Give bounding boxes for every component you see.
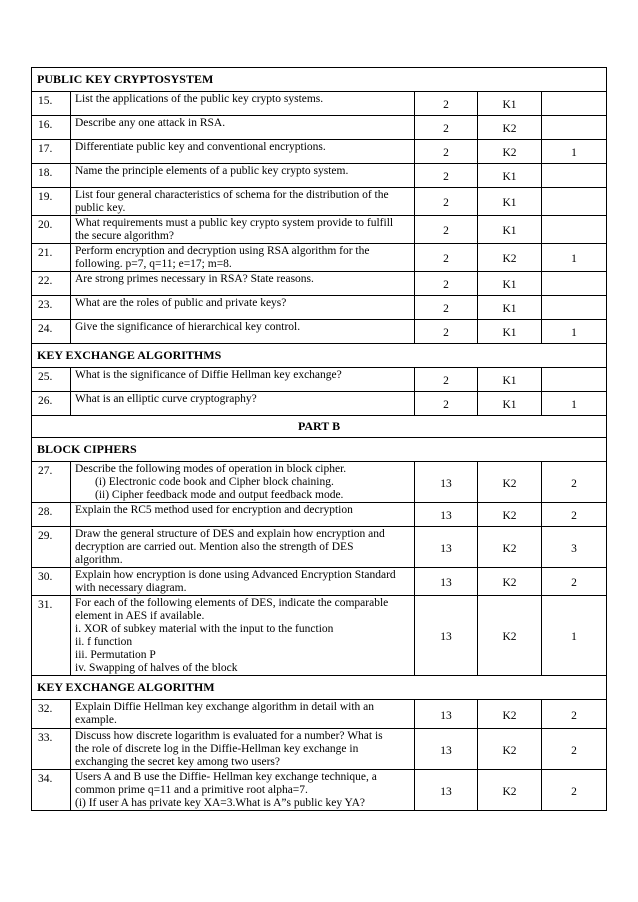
- table-row: [32, 216, 607, 244]
- part-heading: PART B: [32, 416, 607, 438]
- course-outcome-cell: [542, 272, 607, 296]
- question-line: What requirements must a public key crypto system provide to fulfill: [75, 217, 394, 229]
- marks-cell: 13: [415, 700, 478, 729]
- knowledge-level-cell: K2: [478, 527, 542, 568]
- question-text: [71, 596, 415, 676]
- question-number: 25.: [32, 368, 71, 392]
- question-number: 21.: [32, 244, 71, 272]
- question-line: (i) If user A has private key XA=3.What is A”s public key YA?: [75, 797, 365, 809]
- question-table-body: [32, 68, 607, 811]
- knowledge-level-cell: K1: [478, 296, 542, 320]
- question-number: 26.: [32, 392, 71, 416]
- table-row: [32, 272, 607, 296]
- question-line: What is an elliptic curve cryptography?: [75, 393, 257, 405]
- knowledge-level-cell: K1: [478, 392, 542, 416]
- question-line: List four general characteristics of schema for the distribution of the: [75, 189, 389, 201]
- question-line: exchanging the secret key among two users?: [75, 756, 281, 768]
- course-outcome-cell: 2: [542, 729, 607, 770]
- question-text: [71, 92, 415, 116]
- course-outcome-cell: [542, 368, 607, 392]
- table-row: [32, 92, 607, 116]
- knowledge-level-cell: K1: [478, 164, 542, 188]
- knowledge-level-cell: K2: [478, 729, 542, 770]
- marks-cell: 2: [415, 164, 478, 188]
- question-text: [71, 140, 415, 164]
- section-heading: PUBLIC KEY CRYPTOSYSTEM: [32, 68, 607, 92]
- question-number: 28.: [32, 503, 71, 527]
- question-line: Are strong primes necessary in RSA? State reasons.: [75, 273, 314, 285]
- course-outcome-cell: 1: [542, 140, 607, 164]
- course-outcome-cell: [542, 296, 607, 320]
- question-line: Describe the following modes of operation in block cipher.: [75, 463, 347, 475]
- knowledge-level-cell: K1: [478, 216, 542, 244]
- knowledge-level-cell: K1: [478, 272, 542, 296]
- marks-cell: 2: [415, 296, 478, 320]
- knowledge-level-cell: K2: [478, 700, 542, 729]
- part-heading-row: [32, 416, 607, 438]
- course-outcome-cell: 2: [542, 462, 607, 503]
- table-row: [32, 729, 607, 770]
- question-line: Users A and B use the Diffie- Hellman key exchange technique, a: [75, 771, 377, 783]
- question-text: [71, 116, 415, 140]
- question-number: 31.: [32, 596, 71, 676]
- table-row: [32, 320, 607, 344]
- course-outcome-cell: 3: [542, 527, 607, 568]
- question-number: 30.: [32, 568, 71, 596]
- question-table: [31, 67, 607, 811]
- question-text: [71, 244, 415, 272]
- table-row: [32, 116, 607, 140]
- knowledge-level-cell: K2: [478, 116, 542, 140]
- marks-cell: 2: [415, 320, 478, 344]
- question-line: For each of the following elements of DES, indicate the comparable: [75, 597, 389, 609]
- marks-cell: 13: [415, 503, 478, 527]
- knowledge-level-cell: K2: [478, 770, 542, 811]
- table-row: [32, 244, 607, 272]
- marks-cell: 2: [415, 116, 478, 140]
- question-text: [71, 188, 415, 216]
- question-text: [71, 770, 415, 811]
- course-outcome-cell: [542, 116, 607, 140]
- marks-cell: 13: [415, 462, 478, 503]
- knowledge-level-cell: K2: [478, 568, 542, 596]
- question-number: 23.: [32, 296, 71, 320]
- table-row: [32, 296, 607, 320]
- knowledge-level-cell: K2: [478, 244, 542, 272]
- knowledge-level-cell: K1: [478, 92, 542, 116]
- question-text: [71, 729, 415, 770]
- question-text: [71, 462, 415, 503]
- section-heading-row: [32, 438, 607, 462]
- question-number: 18.: [32, 164, 71, 188]
- table-row: [32, 462, 607, 503]
- question-line: (ii) Cipher feedback mode and output feedback mode.: [95, 489, 344, 501]
- question-text: [71, 368, 415, 392]
- question-text: [71, 503, 415, 527]
- question-text: [71, 272, 415, 296]
- question-line: common prime q=11 and a primitive root alpha=7.: [75, 784, 308, 796]
- marks-cell: 2: [415, 140, 478, 164]
- section-heading: KEY EXCHANGE ALGORITHM: [32, 676, 607, 700]
- question-line: What are the roles of public and private keys?: [75, 297, 287, 309]
- knowledge-level-cell: K1: [478, 320, 542, 344]
- question-line: the secure algorithm?: [75, 230, 174, 242]
- marks-cell: 13: [415, 527, 478, 568]
- question-line: algorithm.: [75, 554, 123, 566]
- question-line: i. XOR of subkey material with the input to the function: [75, 623, 334, 635]
- question-number: 20.: [32, 216, 71, 244]
- table-row: [32, 503, 607, 527]
- question-number: 34.: [32, 770, 71, 811]
- knowledge-level-cell: K1: [478, 368, 542, 392]
- table-row: [32, 596, 607, 676]
- question-text: [71, 700, 415, 729]
- question-line: Give the significance of hierarchical key control.: [75, 321, 301, 333]
- course-outcome-cell: 2: [542, 770, 607, 811]
- question-number: 32.: [32, 700, 71, 729]
- table-row: [32, 568, 607, 596]
- question-line: Name the principle elements of a public key crypto system.: [75, 165, 349, 177]
- question-line: Explain the RC5 method used for encryption and decryption: [75, 504, 353, 516]
- question-line: iv. Swapping of halves of the block: [75, 662, 238, 674]
- question-number: 16.: [32, 116, 71, 140]
- question-text: [71, 568, 415, 596]
- table-row: [32, 188, 607, 216]
- knowledge-level-cell: K2: [478, 596, 542, 676]
- marks-cell: 13: [415, 568, 478, 596]
- table-row: [32, 392, 607, 416]
- table-row: [32, 368, 607, 392]
- table-row: [32, 770, 607, 811]
- marks-cell: 2: [415, 188, 478, 216]
- table-row: [32, 140, 607, 164]
- marks-cell: 2: [415, 216, 478, 244]
- question-line: with necessary diagram.: [75, 582, 187, 594]
- question-line: Describe any one attack in RSA.: [75, 117, 226, 129]
- knowledge-level-cell: K2: [478, 503, 542, 527]
- question-line: List the applications of the public key crypto systems.: [75, 93, 324, 105]
- marks-cell: 2: [415, 92, 478, 116]
- marks-cell: 13: [415, 770, 478, 811]
- question-line: the role of discrete log in the Diffie-Hellman key exchange in: [75, 743, 359, 755]
- section-heading-row: [32, 344, 607, 368]
- knowledge-level-cell: K2: [478, 462, 542, 503]
- section-heading-row: [32, 68, 607, 92]
- question-line: example.: [75, 714, 117, 726]
- question-line: What is the significance of Diffie Hellman key exchange?: [75, 369, 342, 381]
- table-row: [32, 527, 607, 568]
- marks-cell: 2: [415, 368, 478, 392]
- course-outcome-cell: 2: [542, 700, 607, 729]
- question-number: 17.: [32, 140, 71, 164]
- question-line: Differentiate public key and conventional encryptions.: [75, 141, 326, 153]
- question-number: 27.: [32, 462, 71, 503]
- question-line: public key.: [75, 202, 126, 214]
- question-number: 22.: [32, 272, 71, 296]
- course-outcome-cell: 2: [542, 568, 607, 596]
- question-text: [71, 527, 415, 568]
- question-line: ii. f function: [75, 636, 133, 648]
- question-text: [71, 392, 415, 416]
- section-heading: BLOCK CIPHERS: [32, 438, 607, 462]
- question-number: 15.: [32, 92, 71, 116]
- course-outcome-cell: 1: [542, 596, 607, 676]
- question-line: following. p=7, q=11; e=17; m=8.: [75, 258, 232, 270]
- question-line: (i) Electronic code book and Cipher block chaining.: [95, 476, 334, 488]
- table-row: [32, 700, 607, 729]
- section-heading-row: [32, 676, 607, 700]
- knowledge-level-cell: K1: [478, 188, 542, 216]
- marks-cell: 13: [415, 596, 478, 676]
- course-outcome-cell: 1: [542, 392, 607, 416]
- question-text: [71, 164, 415, 188]
- question-line: iii. Permutation P: [75, 649, 156, 661]
- course-outcome-cell: [542, 92, 607, 116]
- question-line: element in AES if available.: [75, 610, 205, 622]
- question-line: Explain how encryption is done using Advanced Encryption Standard: [75, 569, 396, 581]
- course-outcome-cell: 1: [542, 320, 607, 344]
- question-line: Perform encryption and decryption using RSA algorithm for the: [75, 245, 370, 257]
- question-line: decryption are carried out. Mention also the strength of DES: [75, 541, 354, 553]
- question-number: 19.: [32, 188, 71, 216]
- question-number: 24.: [32, 320, 71, 344]
- question-text: [71, 320, 415, 344]
- marks-cell: 2: [415, 244, 478, 272]
- question-number: 33.: [32, 729, 71, 770]
- question-line: Explain Diffie Hellman key exchange algorithm in detail with an: [75, 701, 375, 713]
- question-line: Discuss how discrete logarithm is evaluated for a number? What is: [75, 730, 383, 742]
- marks-cell: 2: [415, 272, 478, 296]
- question-text: [71, 296, 415, 320]
- course-outcome-cell: [542, 164, 607, 188]
- table-row: [32, 164, 607, 188]
- question-number: 29.: [32, 527, 71, 568]
- course-outcome-cell: [542, 216, 607, 244]
- course-outcome-cell: 2: [542, 503, 607, 527]
- knowledge-level-cell: K2: [478, 140, 542, 164]
- course-outcome-cell: [542, 188, 607, 216]
- course-outcome-cell: 1: [542, 244, 607, 272]
- question-line: Draw the general structure of DES and explain how encryption and: [75, 528, 385, 540]
- marks-cell: 13: [415, 729, 478, 770]
- question-text: [71, 216, 415, 244]
- section-heading: KEY EXCHANGE ALGORITHMS: [32, 344, 607, 368]
- marks-cell: 2: [415, 392, 478, 416]
